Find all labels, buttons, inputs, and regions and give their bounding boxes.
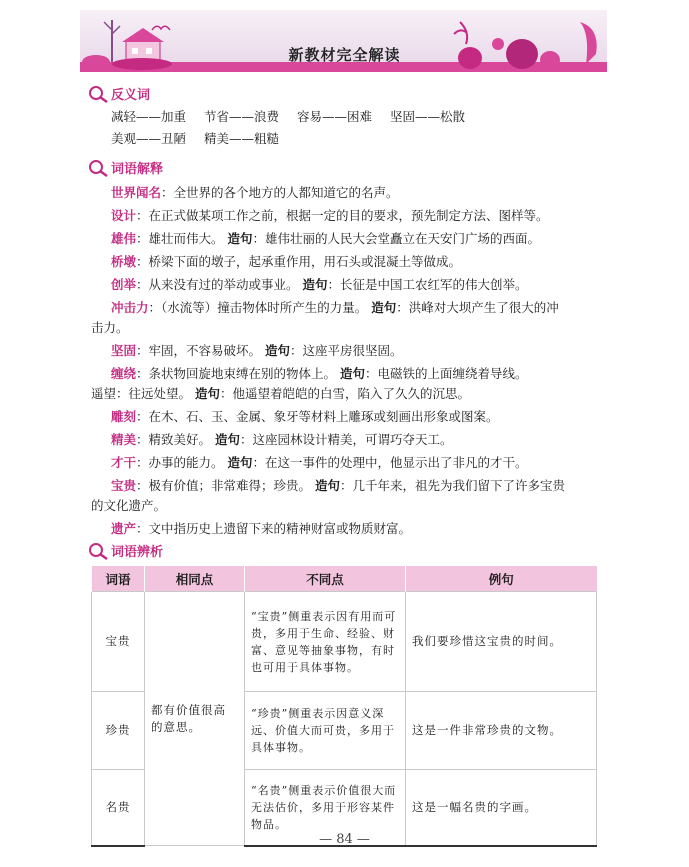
definition-term: 桥墩 <box>111 254 137 269</box>
definition-line-cont <box>91 319 129 337</box>
sentence-label: 造句 <box>371 300 397 315</box>
antonym-pair: 容易——困难 <box>297 109 373 124</box>
column-header: 相同点 <box>145 566 245 592</box>
antonyms-heading-label: 反义词 <box>111 88 151 103</box>
definition-line <box>111 408 499 426</box>
definition-text: ：桥梁下面的墩子，起承重作用，用石头或混凝土等做成。 <box>136 254 462 269</box>
example-sentence: ：他遥望着皑皑的白雪，陷入了久久的沉思。 <box>220 386 471 401</box>
antonyms-heading <box>88 84 150 103</box>
definition-text: ：（水流等）撞击物体时所产生的力量。 <box>148 300 368 315</box>
definition-line <box>111 184 399 202</box>
table-cell-example: 这是一件非常珍贵的文物。 <box>406 692 597 770</box>
definition-term: 遗产 <box>111 521 137 536</box>
example-sentence: ：这座平房很坚固。 <box>290 343 403 358</box>
table-cell-example: 我们要珍惜这宝贵的时间。 <box>406 592 597 692</box>
table-cell-difference: “名贵”侧重表示价值很大而无法估价，多用于形容某件物品。 <box>245 770 406 846</box>
header-title: 新教材完全解读 <box>288 46 401 64</box>
definition-term: 雄伟 <box>111 231 137 246</box>
definition-line-cont <box>91 497 166 515</box>
magnifier-icon <box>88 85 108 103</box>
magnifier-icon <box>88 542 108 560</box>
definition-term: 精美 <box>111 432 137 447</box>
antonym-row-2 <box>111 130 293 148</box>
table-row <box>92 592 597 692</box>
column-header: 词语 <box>92 566 145 592</box>
definitions-heading-label: 词语解释 <box>111 162 164 177</box>
definition-term-plain: 遥望 <box>91 386 117 401</box>
example-sentence: ：洪峰对大坝产生了很大的冲 <box>396 300 559 315</box>
analysis-heading-label: 词语辨析 <box>111 545 164 560</box>
sentence-label: 造句 <box>265 343 291 358</box>
sentence-label: 造句 <box>227 455 253 470</box>
definitions-heading <box>88 158 163 177</box>
sentence-label: 造句 <box>195 386 221 401</box>
antonym-pair: 精美——粗糙 <box>204 131 280 146</box>
sentence-label: 造句 <box>227 231 253 246</box>
sentence-label: 造句 <box>340 366 366 381</box>
definition-text: ：牢固，不容易破坏。 <box>136 343 262 358</box>
table-cell-word: 名贵 <box>92 770 145 846</box>
table-cell-difference: “珍贵”侧重表示因意义深远、价值大而可贵，多用于具体事物。 <box>245 692 406 770</box>
example-sentence: ：几千年来，祖先为我们留下了许多宝贵 <box>340 478 566 493</box>
table-cell-difference: “宝贵”侧重表示因有用而可贵，多用于生命、经验、财富、意见等抽象事物，有时也可用于具体事物。 <box>245 592 406 692</box>
definition-term: 创举 <box>111 277 137 292</box>
definition-text: ：文中指历史上遗留下来的精神财富或物质财富。 <box>136 521 412 536</box>
definition-line <box>111 431 453 449</box>
page-number: — 84 — <box>319 832 370 847</box>
definition-term: 冲击力 <box>111 300 149 315</box>
antonym-pair: 减轻——加重 <box>111 109 187 124</box>
example-sentence: ：这座园林设计精美，可谓巧夺天工。 <box>240 432 453 447</box>
example-sentence: 的文化遗产。 <box>91 498 167 513</box>
definition-term: 宝贵 <box>111 478 137 493</box>
antonym-pair: 节省——浪费 <box>204 109 280 124</box>
definition-line <box>111 253 461 271</box>
definition-line <box>111 520 411 538</box>
definition-text: ：在正式做某项工作之前，根据一定的目的要求，预先制定方法、图样等。 <box>136 208 549 223</box>
definition-text: ：雄壮而伟大。 <box>136 231 224 246</box>
example-sentence: ：在这一事件的处理中，他显示出了非凡的才干。 <box>252 455 528 470</box>
definition-line <box>111 365 528 383</box>
antonym-pair: 坚固——松散 <box>390 109 466 124</box>
definition-line <box>111 454 528 472</box>
definition-term: 才干 <box>111 455 137 470</box>
bird-icon <box>150 22 172 34</box>
definition-line <box>111 276 528 294</box>
column-header: 例句 <box>406 566 597 592</box>
definition-term: 雕刻 <box>111 409 137 424</box>
definition-text: ：在木、石、玉、金属、象牙等材料上雕琢或刻画出形象或图案。 <box>136 409 499 424</box>
column-header: 不同点 <box>245 566 406 592</box>
sentence-label: 造句 <box>315 478 341 493</box>
sentence-label: 造句 <box>302 277 328 292</box>
definition-term: 缠绕 <box>111 366 137 381</box>
definition-text: ：从来没有过的举动或事业。 <box>136 277 299 292</box>
definition-line <box>111 207 549 225</box>
sentence-label: 造句 <box>215 432 241 447</box>
analysis-heading <box>88 541 163 560</box>
table-header-row <box>92 566 597 592</box>
table-cell-common: 都有价值很高的意思。 <box>145 592 245 846</box>
example-sentence: ：长征是中国工农红军的伟大创举。 <box>327 277 528 292</box>
definition-term: 设计 <box>111 208 137 223</box>
definition-line <box>111 230 540 248</box>
example-sentence: ：雄伟壮丽的人民大会堂矗立在天安门广场的西面。 <box>252 231 541 246</box>
table-cell-example: 这是一幅名贵的字画。 <box>406 770 597 846</box>
definition-line <box>111 477 565 495</box>
definition-text: ：往远处望。 <box>116 386 192 401</box>
definition-term: 世界闻名 <box>111 185 162 200</box>
definition-line <box>91 385 470 403</box>
definition-text: ：办事的能力。 <box>136 455 224 470</box>
example-sentence: ：电磁铁的上面缠绕着导线。 <box>365 366 528 381</box>
table-cell-word: 珍贵 <box>92 692 145 770</box>
antonym-pair: 美观——丑陋 <box>111 131 187 146</box>
page-header <box>0 0 689 78</box>
definition-term: 坚固 <box>111 343 137 358</box>
antonym-row-1 <box>111 108 479 126</box>
magnifier-icon <box>88 159 108 177</box>
definition-text: ：全世界的各个地方的人都知道它的名声。 <box>161 185 399 200</box>
example-sentence: 击力。 <box>91 320 129 335</box>
definition-text: ：精致美好。 <box>136 432 212 447</box>
definition-text: ：极有价值；非常难得；珍贵。 <box>136 478 312 493</box>
definition-line <box>111 342 403 360</box>
definition-line <box>111 299 559 317</box>
definition-text: ：条状物回旋地束缚在别的物体上。 <box>136 366 337 381</box>
word-comparison-table <box>91 566 597 847</box>
table-cell-word: 宝贵 <box>92 592 145 692</box>
